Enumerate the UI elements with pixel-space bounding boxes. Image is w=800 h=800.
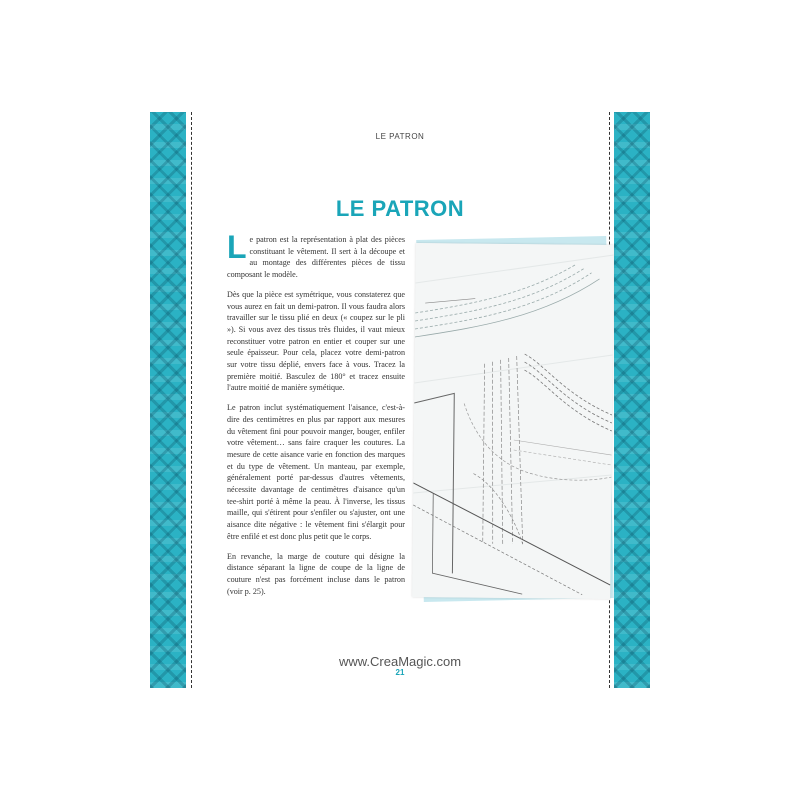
paragraph-3: Le patron inclut systématiquement l'aisance, c'est-à-dire des centimètres en plus par rapport aux mesures du vêtement fini pour pouvoir manger, bouger, enfiler votre vêtement… sans faire craquer les coutures. La mesure de cette aisance varie en fonction des marques et du type de vêtement. Un manteau, par exemple, généralement porté par-dessus d'autres vêtements, nécessite davantage de centimètres d'aisance qu'un tee-shirt porté à même la peau. À l'inverse, les tissus maille, qui s'étirent pour s'enfiler ou s'ajuster, ont une aisance dite négative : le vêtement fini s'élargit pour être enfilé et est donc plus petit que le corps. (227, 403, 405, 541)
stitch-line-left (191, 112, 192, 688)
paragraph-2: Dès que la pièce est symétrique, vous constaterez que vous aurez en fait un demi-patron. Il vous faudra alors travailler sur le tissu plié en deux (« coupez sur le pli »). Si vous avez des tissus très fluides, il vaut mieux reconstituer votre patron en entier et couper sur une seule épaisseur. Pour cela, placez votre demi-patron sur votre tissu déplié, envers face à vous. Tracez la première moitié. Basculez de 180° et tracez ensuite l'autre moitié de manière symétique. (227, 289, 405, 393)
page-title: LE PATRON (335, 196, 465, 221)
paragraph-1: Le patron est la représentation à plat des pièces constituant le vêtement. Il sert à la découpe et au montage des différentes pièces de tissu composant le modèle. (227, 229, 405, 280)
plaid-border-right (614, 112, 650, 688)
body-text (227, 229, 405, 605)
paragraph-4: En revanche, la marge de couture qui désigne la distance séparant la ligne de coupe de la ligne de couture n'est pas forcément incluse dans le patron (voir p. 25). (227, 551, 405, 596)
page-number: 21 (395, 668, 405, 677)
watermark: www.CreaMagic.com (338, 654, 462, 669)
drop-cap: L (227, 229, 247, 265)
plaid-border-left (150, 112, 186, 688)
running-head: LE PATRON (375, 132, 425, 141)
sewing-pattern-photo (412, 243, 614, 599)
